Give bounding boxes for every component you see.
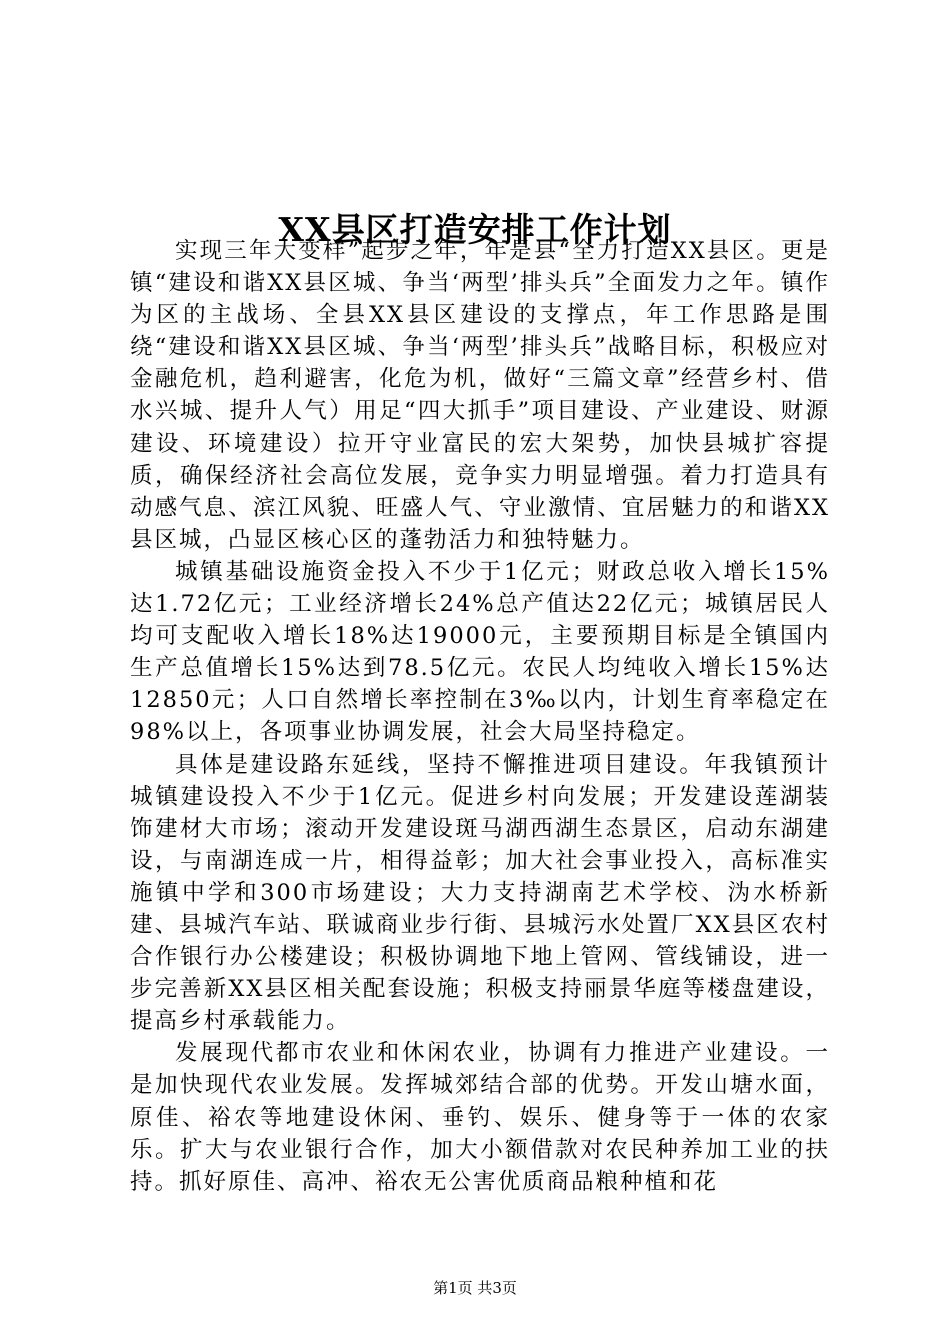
paragraph: 城镇基础设施资金投入不少于1亿元；财政总收入增长15%达1.72亿元；工业经济增长24%总产值达22亿元；城镇居民人均可支配收入增长18%达19000元，主要预期目标是全镇国内生产总值增长15%达到78.5亿元。农民人均纯收入增长15%达12850元；人口自然增长率控制在3‰以内，计划生育率稳定在98%以上，各项事业协调发展，社会大局坚持稳定。 (130, 558, 830, 746)
paragraph: 发展现代都市农业和休闲农业，协调有力推进产业建设。一是加快现代农业发展。发挥城郊结合部的优势。开发山塘水面，原佳、裕农等地建设休闲、垂钓、娱乐、健身等于一体的农家乐。扩大与农业银行合作，加大小额借款对农民种养加工业的扶持。抓好原佳、高冲、裕农无公害优质商品粮种植和花 (130, 1040, 830, 1195)
document-body (130, 235, 830, 1198)
paragraph: 实现三年大变样”起步之年，年是县“全力打造XX县区。更是镇“建设和谐XX县区城、争当‘两型’排头兵”全面发力之年。镇作为区的主战场、全县XX县区建设的支撑点，年工作思路是围绕“建设和谐XX县区城、争当‘两型’排头兵”战略目标，积极应对金融危机，趋利避害，化危为机，做好“三篇文章”经营乡村、借水兴城、提升人气）用足“四大抓手”项目建设、产业建设、财源建设、环境建设）拉开守业富民的宏大架势，加快县城扩容提质，确保经济社会高位发展，竞争实力明显增强。着力打造具有动感气息、滨江风貌、旺盛人气、守业激情、宜居魅力的和谐XX县区城，凸显区核心区的蓬勃活力和独特魅力。 (130, 238, 830, 553)
page-footer (0, 1278, 950, 1298)
paragraph: 具体是建设路东延线，坚持不懈推进项目建设。年我镇预计城镇建设投入不少于1亿元。促进乡村向发展；开发建设莲湖装饰建材大市场；滚动开发建设斑马湖西湖生态景区，启动东湖建设，与南湖连成一片，相得益彰；加大社会事业投入，高标准实施镇中学和300市场建设；大力支持湖南艺术学校、沩水桥新建、县城汽车站、联诚商业步行街、县城污水处置厂XX县区农村合作银行办公楼建设；积极协调地下地上管网、管线铺设，进一步完善新XX县区相关配套设施；积极支持丽景华庭等楼盘建设，提高乡村承载能力。 (130, 751, 830, 1035)
page-total: 共3页 (477, 1279, 517, 1297)
document-title: XX县区打造安排工作计划 (278, 210, 672, 250)
page-number: 第1页 (433, 1279, 473, 1297)
